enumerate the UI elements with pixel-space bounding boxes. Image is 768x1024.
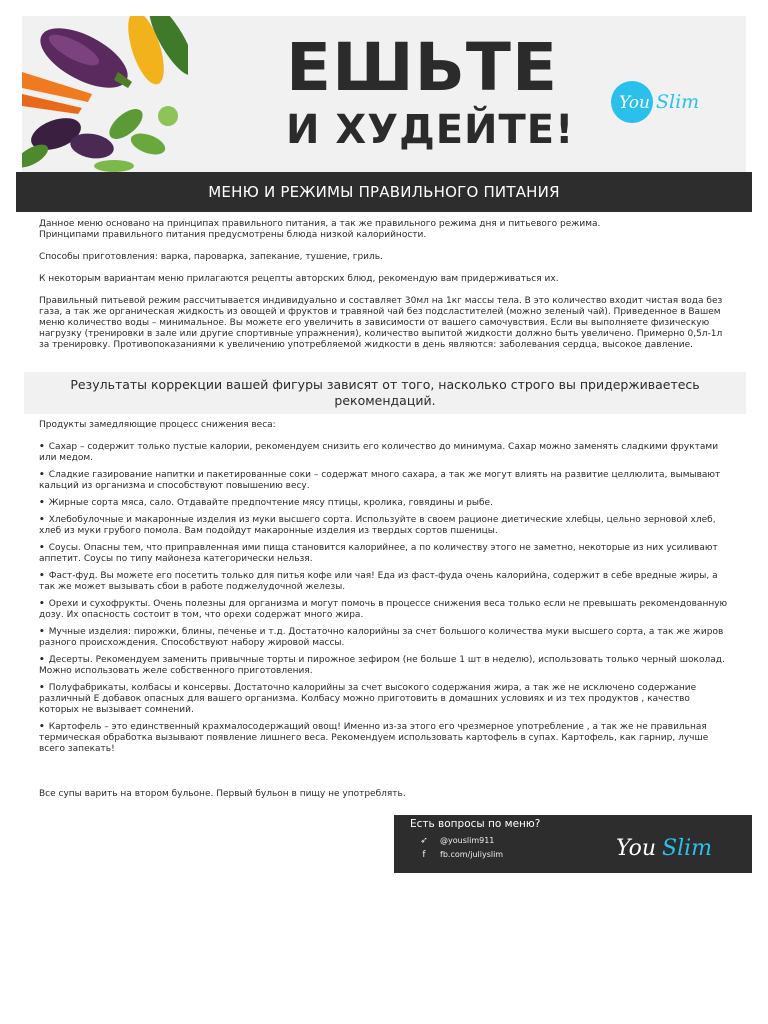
menu-section-title: МЕНЮ И РЕЖИМЫ ПРАВИЛЬНОГО ПИТАНИЯ	[16, 172, 752, 212]
logo-bottom-slim: Slim	[662, 836, 713, 861]
list-item-text: Хлебобулочные и макаронные изделия из муки высшего сорта. Используйте в своем рационе диетические хлебцы, цельно зерновой хлеб, хлеб из муки грубого помола. Вам подойдут макаронные изделия из твердых сортов пшеницы.	[39, 515, 716, 536]
youslim-logo	[610, 80, 720, 124]
bullet-dot: •	[39, 543, 45, 553]
list-item	[39, 599, 729, 621]
list-item-text: Сахар – содержит только пустые калории, рекомендуем снизить его количество до минимума. Сахар можно заменять сладкими фруктами или медом.	[39, 442, 719, 463]
facebook-icon: f	[422, 850, 426, 860]
logo-bottom-you: You	[616, 836, 657, 861]
results-heading: Результаты коррекции вашей фигуры зависят от того, насколько строго вы придерживаетесь рекомендаций.	[24, 372, 746, 414]
list-item	[39, 498, 729, 509]
list-item-text: Фаст-фуд. Вы можете его посетить только для питья кофе или чая! Еда из фаст-фуда очень калорийна, содержит в себе вредные жиры, а так же может вызывать сбои в работе поджелудочной железы.	[39, 571, 718, 592]
list-item	[39, 683, 729, 716]
list-item-text: Полуфабрикаты, колбасы и консервы. Достаточно калорийны за счет высокого содержания жира, а так же не исключено содержание различный Е добавок опасных для вашего организма. Колбасу можно приготовить в домашних условиях и из тех продуктов , качество которых не вызывает сомнений.	[39, 683, 697, 715]
facebook-link[interactable]: fb.com/juliyslim	[440, 850, 504, 859]
contact-question: Есть вопросы по меню?	[410, 818, 541, 830]
cooking-methods: Способы приготовления: варка, пароварка, запекание, тушение, гриль.	[39, 252, 383, 262]
headline-line-1: ЕШЬТЕ	[286, 29, 559, 106]
list-item	[39, 627, 729, 649]
bullet-dot: •	[39, 571, 45, 581]
list-item	[39, 470, 729, 492]
bullet-dot: •	[39, 442, 45, 452]
list-item-text: Десерты. Рекомендуем заменить привычные торты и пирожное зефиром (не больше 1 шт в неделю), использовать только черный шоколад. Можно использовать желе собственного приготовления.	[39, 655, 725, 676]
list-item-text: Орехи и сухофрукты. Очень полезны для организма и могут помочь в процессе снижения веса только если не превышать рекомендованную дозу. Их опасность состоит в том, что орехи содержат много жира.	[39, 599, 728, 620]
list-item	[39, 571, 729, 593]
list-item	[39, 655, 729, 677]
list-item-text: Сладкие газирование напитки и пакетированные соки – содержат много сахара, а так же могут влиять на развитие целлюлита, вымывают кальций из организма и способствуют повышению весу.	[39, 470, 721, 491]
drinking-regime-paragraph: Правильный питьевой режим рассчитывается индивидуально и составляет 30мл на 1кг массы тела. В это количество входит чистая вода без газа, а так же органическая жидкость из овощей и фруктов и травяной чай без подсластителей (можно зеленый чай). Приведенное в Вашем меню количество воды – минимальное. Вы можете его увеличить в зависимости от вашего самочувствия. Если вы выполняете физическую нагрузку (тренировки в зале или другие спортивные упражнения), количество выпитой жидкости должно быть увеличено. Примерно 0,5л-1л за тренировку. Противопоказаниями к увеличению употребляемой жидкости в день являются: заболевания сердца, высокое давление.	[39, 296, 723, 350]
products-intro: Продукты замедляющие процесс снижения веса:	[39, 420, 276, 430]
logo-text-slim: Slim	[656, 91, 700, 113]
bullet-dot: •	[39, 498, 45, 508]
intro-paragraph-1	[39, 219, 729, 241]
bullet-dot: •	[39, 515, 45, 525]
facebook-contact[interactable]	[418, 850, 503, 860]
telegram-handle[interactable]: @youslim911	[440, 836, 495, 845]
soup-note: Все супы варить на втором бульоне. Первый бульон в пищу не употреблять.	[39, 789, 406, 799]
list-item-text: Картофель – это единственный крахмалосодержащий овощ! Именно из-за этого его чрезмерное употребление , а так же не правильная термическая обработка вызывают появление лишнего веса. Рекомендуем использовать картофель в супах. Картофель, как гарнир, лучше всего запекать!	[39, 722, 709, 754]
bullet-dot: •	[39, 655, 45, 665]
telegram-contact[interactable]	[418, 836, 494, 846]
recipes-note: К некоторым вариантам меню прилагаются рецепты авторских блюд, рекомендую вам придерживаться их.	[39, 274, 559, 284]
bullet-dot: •	[39, 599, 45, 609]
bullet-dot: •	[39, 683, 45, 693]
contact-box	[394, 815, 752, 873]
list-item-text: Мучные изделия: пирожки, блины, печенье и т.д. Достаточно калорийны за счет большого количества муки высшего сорта, а так же жиров разного происхождения. Способствуют набору жировой массы.	[39, 627, 724, 648]
bullet-dot: •	[39, 470, 45, 480]
youslim-logo-bottom	[616, 829, 726, 863]
bullet-dot: •	[39, 627, 45, 637]
product-list	[39, 442, 729, 761]
vegetables-image	[22, 16, 188, 172]
list-item	[39, 543, 729, 565]
list-item-text: Соусы. Опасны тем, что приправленная ими пища становится калорийнее, а по количеству этого не заметно, некоторые из них усиливают аппетит. Соусы по типу майонеза категорически нельзя.	[39, 543, 718, 564]
headline-line-2: И ХУДЕЙТЕ!	[286, 107, 575, 153]
logo-text-you: You	[619, 93, 650, 113]
intro-line-1: Данное меню основано на принципах правильного питания, а так же правильного режима дня и питьевого режима.	[39, 219, 601, 229]
list-item	[39, 442, 729, 464]
list-item-text: Жирные сорта мяса, сало. Отдавайте предпочтение мясу птицы, кролика, говядины и рыбе.	[48, 498, 493, 508]
intro-line-2: Принципами правильного питания предусмотрены блюда низкой калорийности.	[39, 230, 427, 240]
bullet-dot: •	[39, 722, 45, 732]
telegram-icon: ➶	[420, 836, 428, 846]
list-item	[39, 515, 729, 537]
list-item	[39, 722, 729, 755]
